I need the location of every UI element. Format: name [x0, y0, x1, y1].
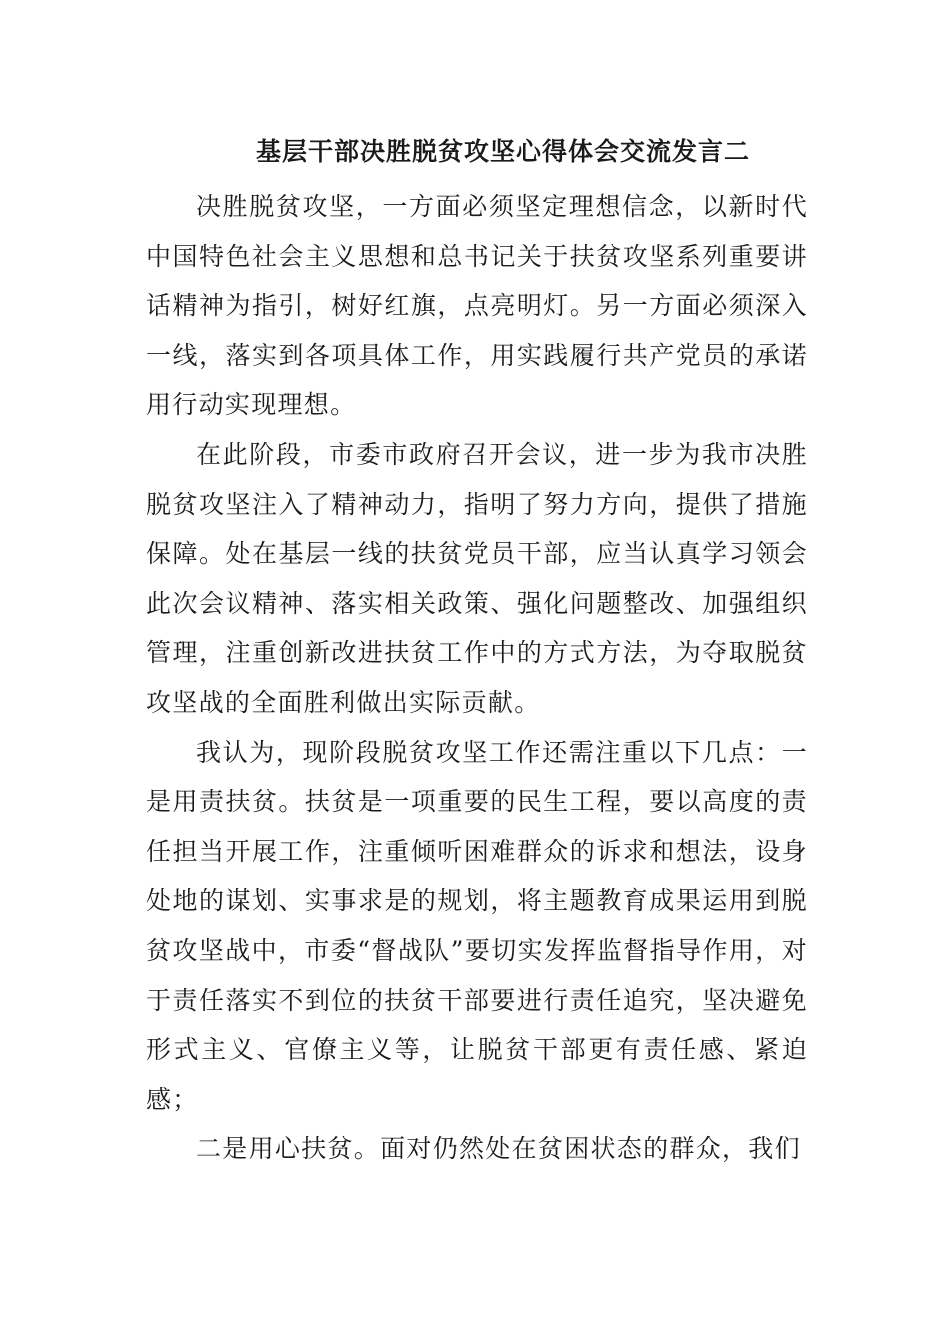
- paragraph-2: 在此阶段，市委市政府召开会议，进一步为我市决胜脱贫攻坚注入了精神动力，指明了努力方向，提供了措施保障。处在基层一线的扶贫党员干部，应当认真学习领会此次会议精神、落实相关政策、强化问题整改、加强组织管理，注重创新改进扶贫工作中的方式方法，为夺取脱贫攻坚战的全面胜利做出实际贡献。: [146, 439, 808, 717]
- document-title: 基层干部决胜脱贫攻坚心得体会交流发言二: [255, 137, 750, 166]
- paragraph-1: 决胜脱贫攻坚，一方面必须坚定理想信念，以新时代中国特色社会主义思想和总书记关于扶贫攻坚系列重要讲话精神为指引，树好红旗，点亮明灯。另一方面必须深入一线，落实到各项具体工作，用实践履行共产党员的承诺用行动实现理想。: [146, 192, 808, 420]
- document-body: [146, 182, 808, 1174]
- paragraph-3: 我认为，现阶段脱贫攻坚工作还需注重以下几点：一是用责扶贫。扶贫是一项重要的民生工程，要以高度的责任担当开展工作，注重倾听困难群众的诉求和想法，设身处地的谋划、实事求是的规划，将主题教育成果运用到脱贫攻坚战中，市委“督战队”要切实发挥监督指导作用，对于责任落实不到位的扶贫干部要进行责任追究，坚决避免形式主义、官僚主义等，让脱贫干部更有责任感、紧迫感；: [146, 737, 808, 1114]
- paragraph-4: 二是用心扶贫。面对仍然处在贫困状态的群众，我们: [196, 1134, 801, 1164]
